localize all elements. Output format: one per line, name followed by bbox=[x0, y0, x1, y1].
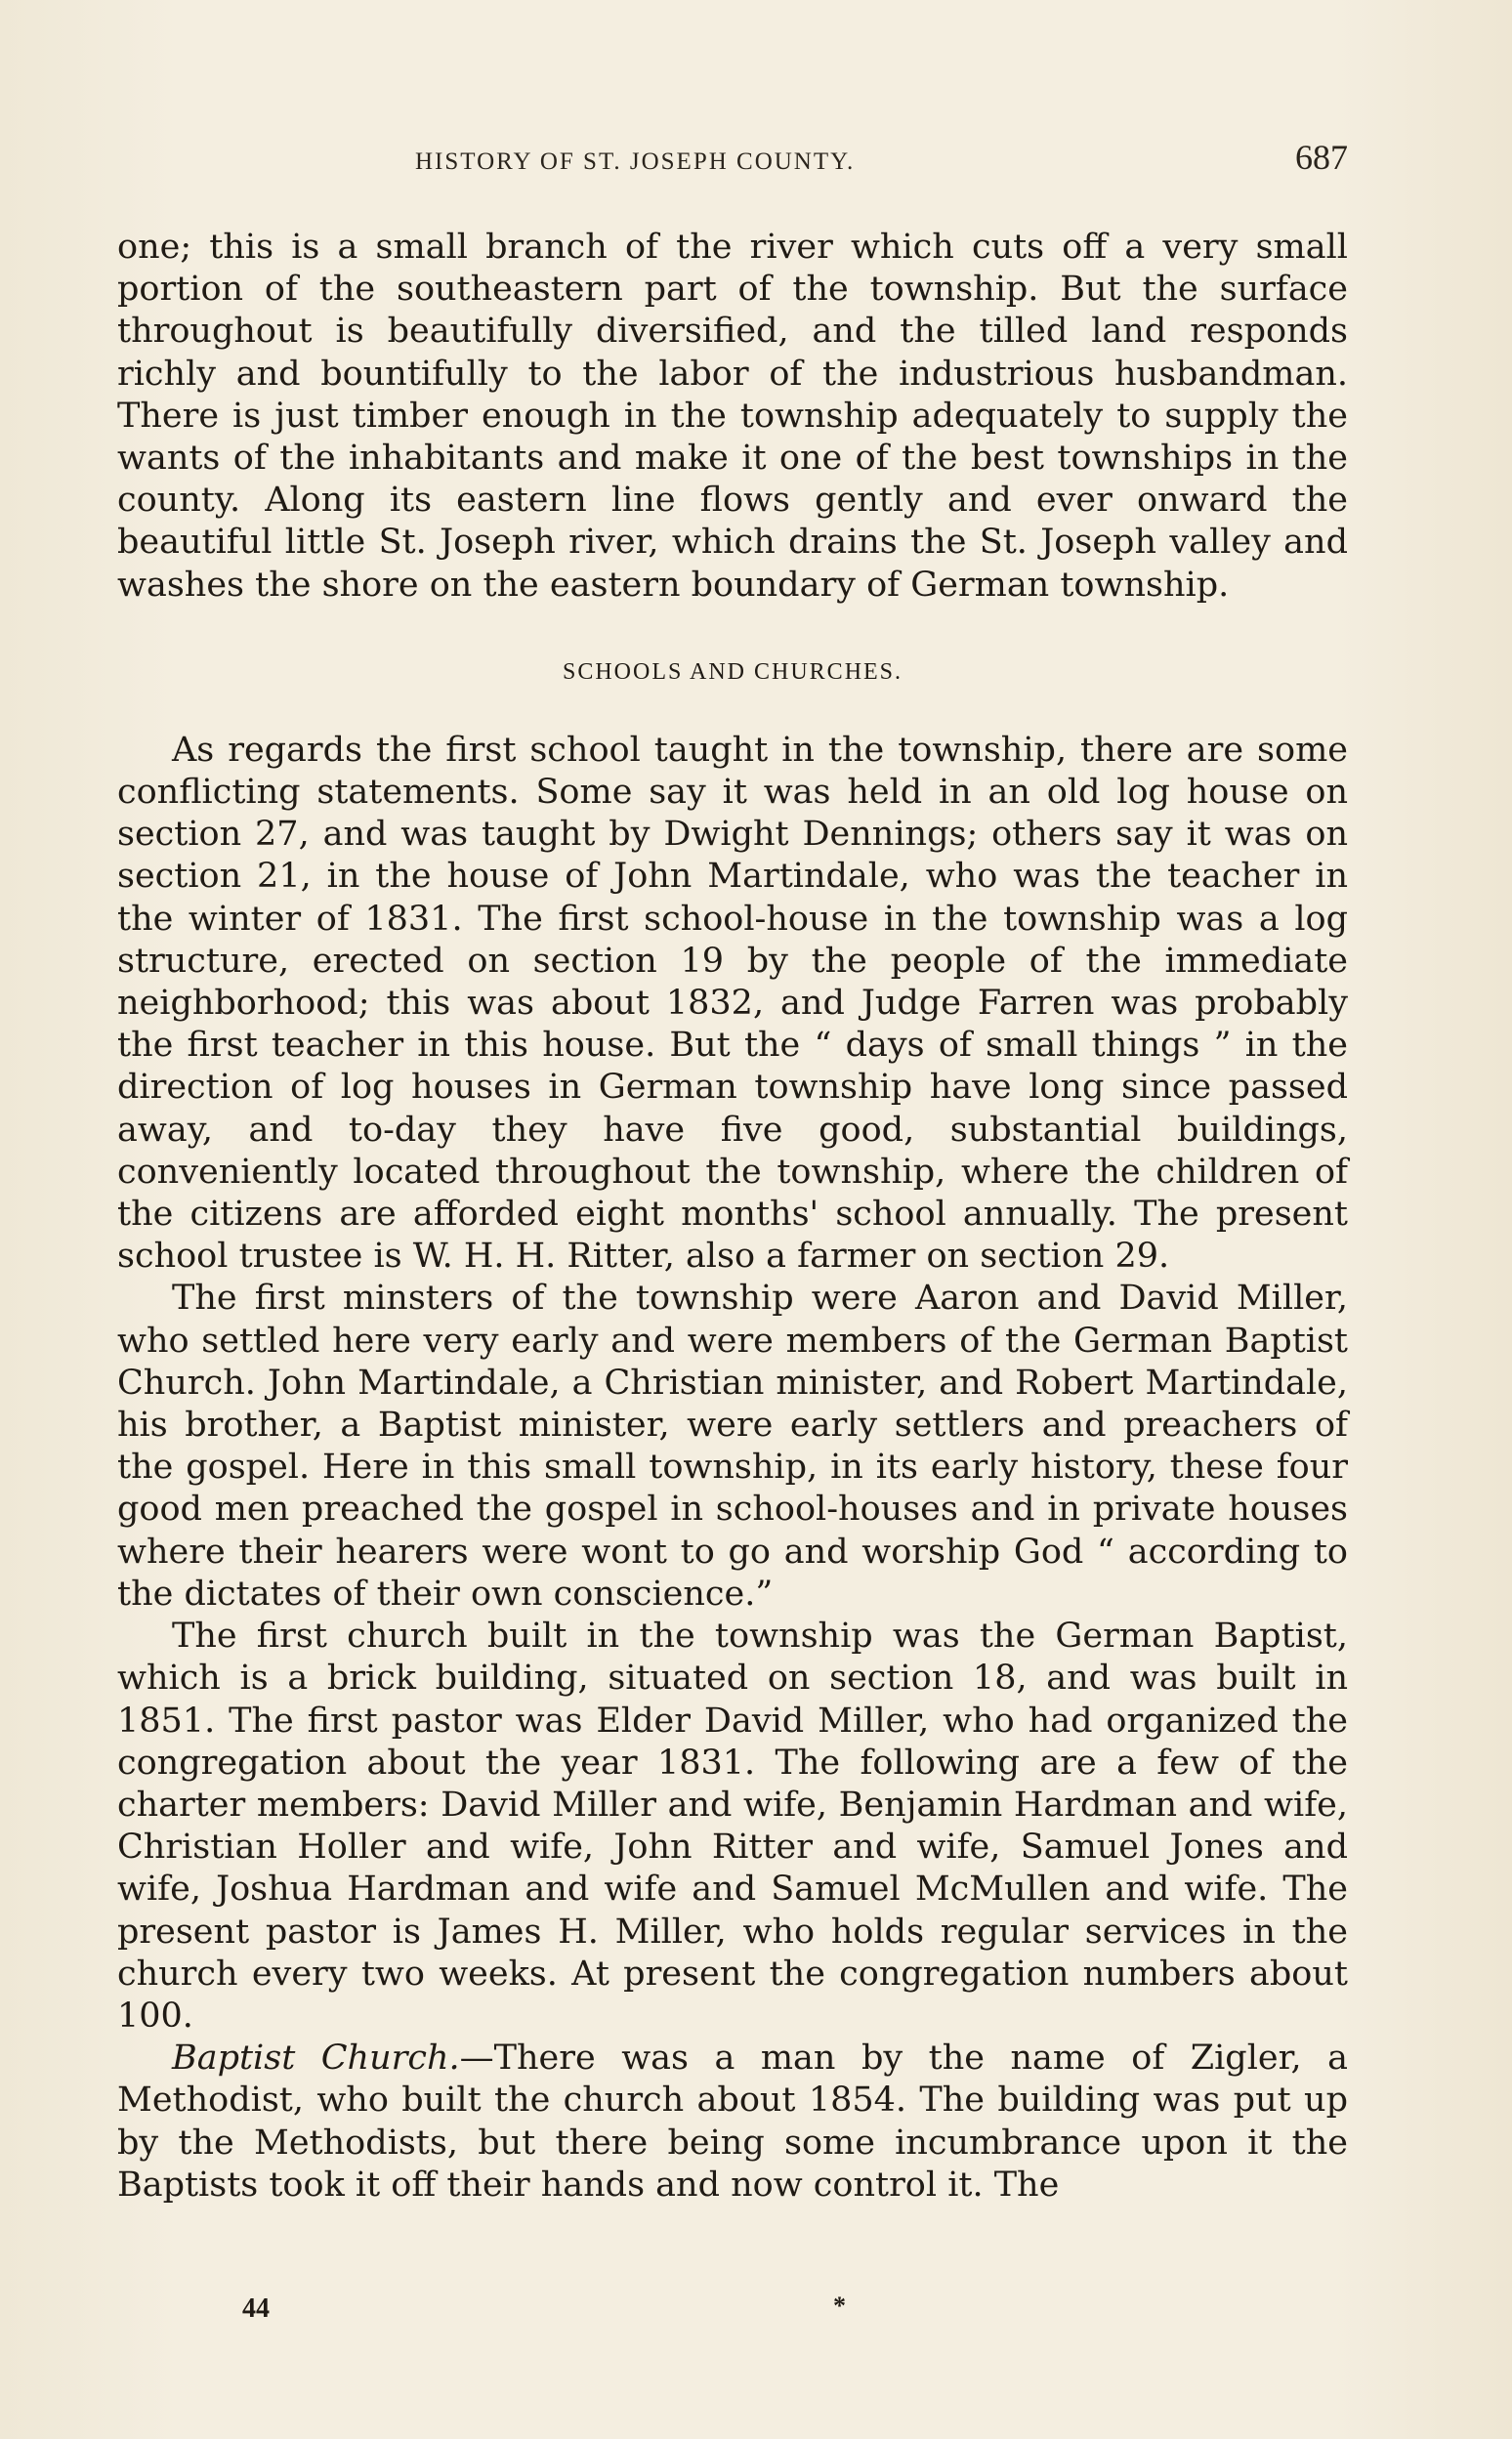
page-footer bbox=[242, 2293, 1024, 2333]
signature-mark: 44 bbox=[242, 2293, 270, 2324]
baptist-church-text: —There was a man by the name of Zigler, a Methodist, who built the church about 1854. The building was put up by the Methodists, but there being some incumbrance upon it the Baptists took it off their hands and now control it. The bbox=[117, 2039, 1349, 2205]
main-text bbox=[117, 227, 1348, 2207]
paragraph-first-ministers: The first minsters of the township were Aaron and David Miller, who settled here very early and were members of the German Baptist Church. John Martindale, a Christian minister, and Robert Martindale, his brother, a Baptist minister, were early settlers and preachers of the gospel. Here in this small township, in its early history, these four good men preached the gospel in school-houses and in private houses where their hearers were wont to go and worship God “ according to the dictates of their own conscience.” bbox=[117, 1279, 1348, 1614]
paragraph-first-school: As regards the first school taught in the township, there are some conflicting statements. Some say it was held in an old log house on section 27, and was taught by Dwight Dennings; others say it was on section 21, in the house of John Martindale, who was the teacher in the winter of 1831. The first school-house in the township was a log structure, erected on section 19 by the people of the immediate neighborhood; this was about 1832, and Judge Farren was probably the first teacher in this house. But the “ days of small things ” in the direction of log houses in German township have long since passed away, and to-day they have five good, substantial buildings, conveniently located throughout the township, where the children of the citizens are afforded eight months' school annually. The present school trustee is W. H. H. Ritter, also a farmer on section 29. bbox=[117, 730, 1348, 1277]
printer-mark: * bbox=[833, 2292, 846, 2320]
baptist-church-heading: Baptist Church. bbox=[172, 2039, 460, 2079]
paragraph-township-description: one; this is a small branch of the river which cuts off a very small portion of the southeastern part of the township. But the surface throughout is beautifully diversified, and the tilled land responds richly and bountifully to the labor of the industrious husbandman. There is just timber enough in the township adequately to supply the wants of the inhabitants and make it one of the best townships in the county. Along its eastern line flows gently and ever onward the beautiful little St. Joseph river, which drains the St. Joseph valley and washes the shore on the eastern boundary of German township. bbox=[117, 228, 1348, 605]
paragraph-first-church: The first church built in the township was the German Baptist, which is a brick building, situated on section 18, and was built in 1851. The first pastor was Elder David Miller, who had organized the congregation about the year 1831. The following are a few of the charter members: David Miller and wife, Benjamin Hardman and wife, Christian Holler and wife, John Ritter and wife, Samuel Jones and wife, Joshua Hardman and wife and Samuel McMullen and wife. The present pastor is James H. Miller, who holds regular services in the church every two weeks. At present the congregation numbers about 100. bbox=[117, 1617, 1348, 2036]
page-header bbox=[117, 137, 1348, 186]
page-number: 687 bbox=[1295, 138, 1348, 177]
paragraph-baptist-church bbox=[117, 2038, 1348, 2207]
running-head: HISTORY OF ST. JOSEPH COUNTY. bbox=[415, 148, 856, 175]
section-heading: SCHOOLS AND CHURCHES. bbox=[562, 658, 903, 685]
